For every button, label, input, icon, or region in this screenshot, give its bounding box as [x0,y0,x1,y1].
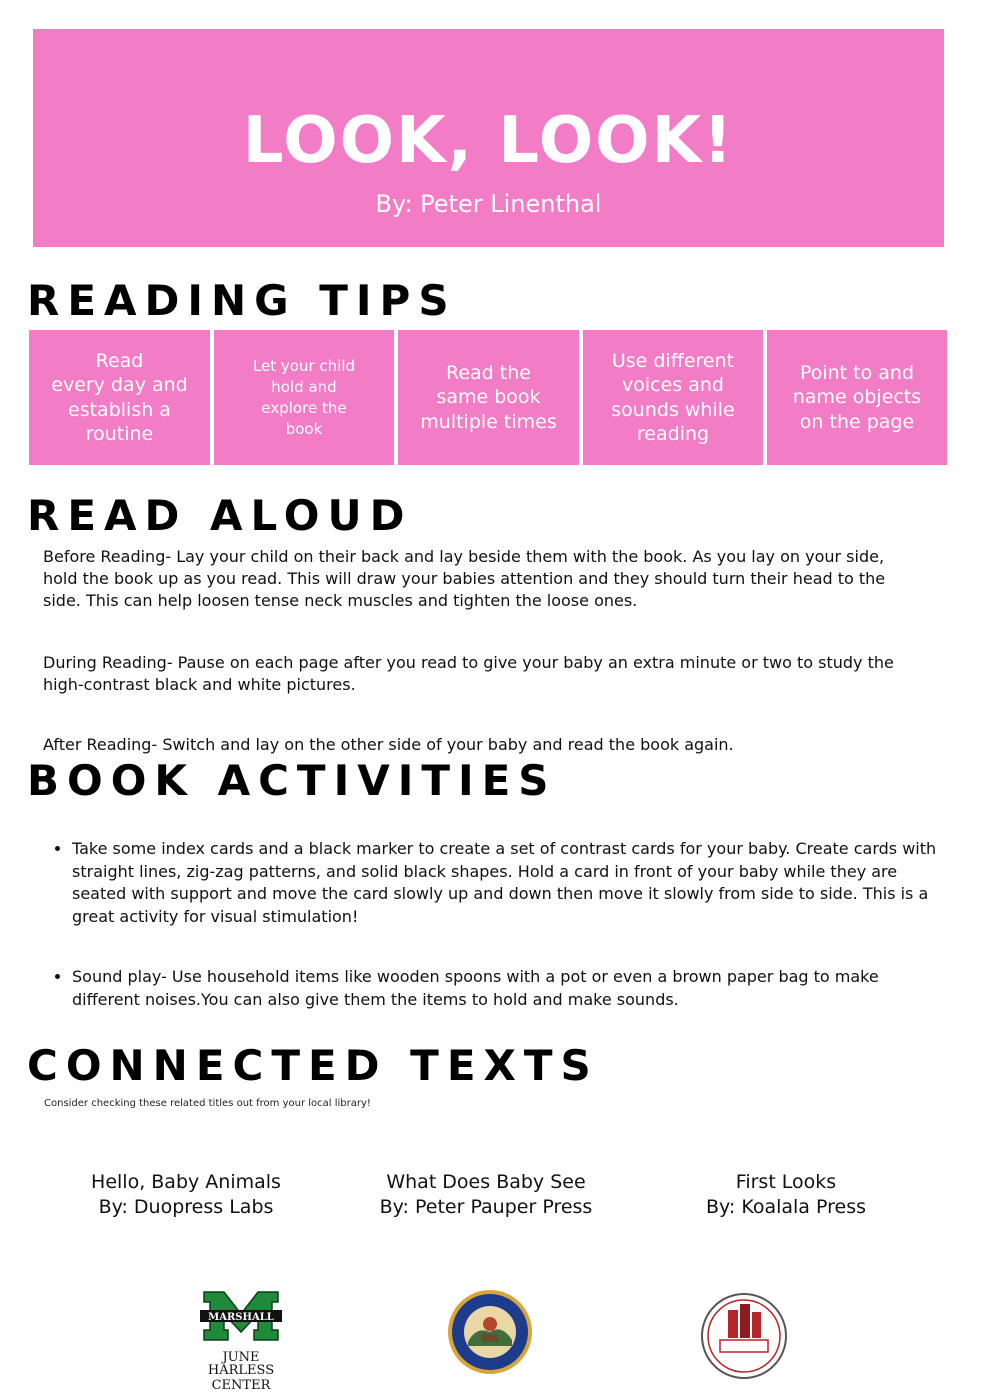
tip-line: every day and [51,374,188,396]
book-author: By: Koalala Press [705,1196,866,1218]
marshall-m-icon [190,1290,292,1344]
connected-book [56,1170,316,1220]
marshall-june-harless-logo [190,1290,292,1393]
book-author: By: Peter Pauper Press [379,1196,593,1218]
connected-book [356,1170,616,1220]
tip-line: Let your child [252,356,356,375]
library-note: Consider checking these related titles out from your local library! [44,1098,371,1109]
imagination-library-icon [700,1292,788,1380]
page-author: By: Peter Linenthal [375,190,602,218]
book-title: What Does Baby See [386,1171,586,1193]
tip-line: Read [95,349,144,372]
logo-line: CENTER [211,1378,271,1393]
read-aloud-heading: READ ALOUD [27,491,413,540]
tip-card [767,330,947,465]
tip-line: sounds while [611,398,735,421]
tip-line: hold and [271,377,337,396]
tip-card [29,330,210,465]
tip-line: explore the [261,398,347,417]
list-item: • Sound play- Use household items like wooden spoons with a pot or even a brown paper bag to make different noises.You can also give them the items to hold and make sounds. [72,966,942,1011]
activities-list [50,838,942,1049]
title-banner [33,29,944,247]
reading-tips-row [29,330,947,465]
during-reading-text: During Reading- Pause on each page after you read to give your baby an extra minute or two to study the high-contrast black and white pictures. [43,653,894,694]
tip-card [398,330,579,465]
book-title: Hello, Baby Animals [91,1171,281,1193]
imagination-library-wv-logo [700,1292,788,1380]
tip-card [583,330,763,465]
before-reading-text: Before Reading- Lay your child on their back and lay beside them with the book. As you lay on your side, hold the book up as you read. This will draw your babies attention and they should turn their head to the side. This can help loosen tense neck muscles and tighten the loose ones. [43,547,886,610]
marshall-wordmark: MARSHALL [208,1312,274,1323]
book-activities-heading: BOOK ACTIVITIES [27,756,557,805]
tip-line: routine [85,423,154,445]
tip-line: multiple times [420,410,557,433]
list-item: • Take some index cards and a black marker to create a set of contrast cards for your baby. Create cards with straight lines, zig-zag patterns, and solid black shapes. Hold a card in front of your baby while they are seated with support and move the card slowly up and down then move it slowly from side to side. This is a great activity for visual stimulation! [72,838,942,928]
connected-book [656,1170,916,1220]
tip-line: reading [636,423,710,445]
tip-line: Point to and [799,361,915,384]
connected-texts-heading: CONNECTED TEXTS [27,1041,599,1090]
tip-line: same book [436,386,541,409]
after-reading-text: After Reading- Switch and lay on the other side of your baby and read the book again. [43,735,734,754]
tip-line: on the page [799,410,915,433]
tip-line: Use different [611,349,735,372]
tip-line: name objects [792,386,922,409]
book-author: By: Duopress Labs [98,1196,274,1218]
logo-line: JUNE HARLESS [207,1350,275,1378]
book-title: First Looks [735,1171,837,1193]
page-title: LOOK, LOOK! [242,104,735,178]
tip-line: Read the [446,361,531,384]
wv-department-of-education-seal [446,1288,534,1376]
wv-seal-icon [446,1288,534,1376]
tip-line: book [285,419,323,438]
tip-line: establish a [68,398,171,421]
tip-line: voices and [622,374,724,396]
tip-card [214,330,394,465]
reading-tips-heading: READING TIPS [27,276,457,325]
